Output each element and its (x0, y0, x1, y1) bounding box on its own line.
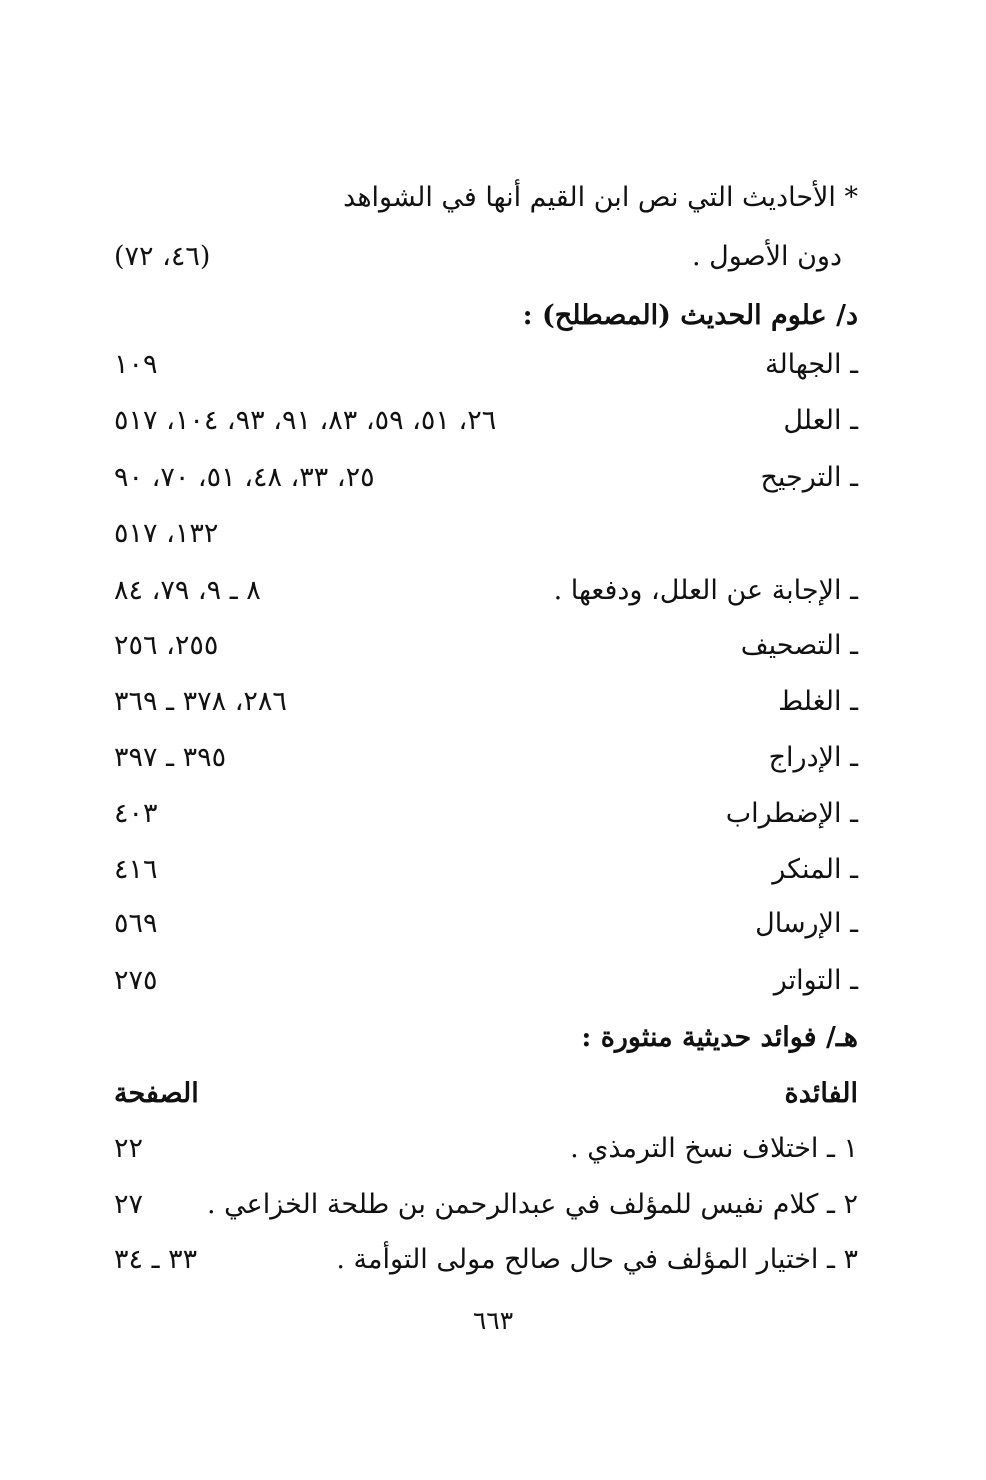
entry-label: ـ الجهالة (764, 349, 858, 380)
entry-label: ـ التواتر (773, 965, 858, 996)
section-h-heading: هـ/ فوائد حديثية منثورة : (581, 1022, 858, 1053)
entry-pages: ٢٢ (114, 1133, 144, 1164)
intro-line-2 (114, 237, 858, 293)
entry-label: ٣ ـ اختيار المؤلف في حال صالح مولى التوأمة . (336, 1244, 858, 1275)
index-entry (114, 738, 858, 794)
entry-pages: ٢٧٥ (114, 965, 158, 996)
page-number: ٦٦٣ (472, 1306, 514, 1335)
column-header-page: الصفحة (114, 1078, 199, 1109)
entry-label: ـ العلل (783, 405, 858, 436)
entry-pages: ٣٣ ـ ٣٤ (114, 1244, 198, 1275)
entry-label: ـ الغلط (778, 686, 858, 717)
index-entry (114, 961, 858, 1017)
entry-pages: ٢٦، ٥١، ٥٩، ٨٣، ٩١، ٩٣، ١٠٤، ٥١٧ (114, 405, 497, 436)
index-entry (114, 571, 858, 627)
section-d-heading-line (114, 296, 858, 352)
entry-pages: ٨ ـ ٩، ٧٩، ٨٤ (114, 575, 261, 606)
entry-label: ـ الإدراج (768, 742, 858, 773)
entry-pages: ١٠٩ (114, 349, 158, 380)
entry-pages: ٤١٦ (114, 854, 158, 885)
column-headers (114, 1074, 858, 1130)
column-header-benefit: الفائدة (784, 1078, 858, 1109)
index-entry (114, 794, 858, 850)
intro-text-2: دون الأصول . (691, 241, 842, 272)
entry-pages: ١٣٢، ٥١٧ (114, 518, 219, 549)
entry-label: ١ ـ اختلاف نسخ الترمذي . (570, 1133, 858, 1164)
intro-line-1 (114, 178, 858, 234)
entry-label: ٢ ـ كلام نفيس للمؤلف في عبدالرحمن بن طلحة الخزاعي . (206, 1189, 858, 1220)
index-entry (114, 458, 858, 514)
entry-pages: ٢٧ (114, 1189, 144, 1220)
index-entry-continued (114, 514, 858, 570)
index-entry (114, 401, 858, 457)
entry-pages: ٥٦٩ (114, 908, 158, 939)
benefit-entry (114, 1129, 858, 1185)
section-h-heading-line (114, 1018, 858, 1074)
entry-label: ـ الإضطراب (725, 798, 858, 829)
index-entry (114, 850, 858, 906)
benefit-entry (114, 1185, 858, 1241)
intro-text-1: * الأحاديث التي نص ابن القيم أنها في الشواهد (343, 182, 858, 213)
index-entry (114, 345, 858, 401)
entry-label: ـ المنكر (772, 854, 858, 885)
benefit-entry (114, 1240, 858, 1296)
entry-label: ـ التصحيف (740, 630, 858, 661)
entry-label: ـ الإجابة عن العلل، ودفعها . (553, 575, 858, 606)
intro-pages: (٤٦، ٧٢) (114, 241, 211, 272)
entry-label: ـ الإرسال (755, 908, 858, 939)
entry-label: ـ الترجيح (760, 462, 858, 493)
section-d-heading: د/ علوم الحديث (المصطلح) : (522, 300, 858, 331)
entry-pages: ٣٩٥ ـ ٣٩٧ (114, 742, 227, 773)
entry-pages: ٤٠٣ (114, 798, 158, 829)
entry-pages: ٢٨٦، ٣٧٨ ـ ٣٦٩ (114, 686, 287, 717)
index-entry (114, 626, 858, 682)
index-entry (114, 682, 858, 738)
entry-pages: ٢٥، ٣٣، ٤٨، ٥١، ٧٠، ٩٠ (114, 462, 375, 493)
entry-pages: ٢٥٥، ٢٥٦ (114, 630, 219, 661)
index-entry (114, 904, 858, 960)
